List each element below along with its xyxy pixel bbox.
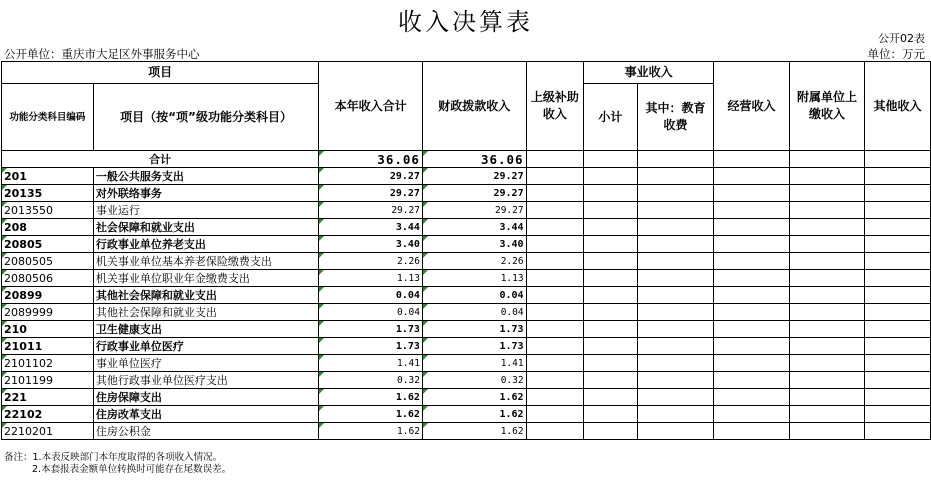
empty-cell [789,185,864,202]
empty-cell [526,185,583,202]
empty-cell [789,423,864,440]
empty-cell [714,423,790,440]
empty-cell [714,253,790,270]
row-code: 2013550 [2,202,94,219]
empty-cell [584,406,638,423]
empty-cell [637,372,713,389]
empty-cell [637,423,713,440]
empty-cell [584,389,638,406]
empty-cell [637,287,713,304]
header-fiscal: 财政拨款收入 [422,62,526,151]
empty-cell [526,270,583,287]
header-item: 项目 [2,62,319,84]
empty-cell [865,304,931,321]
row-total-income: 1.41 [319,355,423,372]
empty-cell [637,168,713,185]
row-name: 住房公积金 [93,423,318,440]
table-row [2,355,931,372]
row-code: 22102 [2,406,94,423]
row-code: 208 [2,219,94,236]
table-row [2,389,931,406]
row-name: 事业单位医疗 [93,355,318,372]
table-row [2,304,931,321]
table-row [2,321,931,338]
row-fiscal: 29.27 [422,202,526,219]
row-fiscal: 1.13 [422,270,526,287]
empty-cell [865,185,931,202]
empty-cell [714,219,790,236]
empty-cell [789,338,864,355]
row-fiscal: 3.40 [422,236,526,253]
org-label: 公开单位：重庆市大足区外事服务中心 [4,47,200,61]
table-row [2,219,931,236]
empty-cell [865,372,931,389]
row-fiscal: 0.32 [422,372,526,389]
empty-cell [584,168,638,185]
header-business-group: 事业收入 [584,62,714,84]
header-subtotal: 小计 [584,84,638,151]
empty-cell [526,406,583,423]
row-name: 其他行政事业单位医疗支出 [93,372,318,389]
header-item-name: 项目（按“项”级功能分类科目） [93,84,318,151]
row-fiscal: 1.62 [422,406,526,423]
note-2: 2.本套报表金额单位转换时可能存在尾数误差。 [32,464,232,475]
empty-cell [526,253,583,270]
empty-cell [865,355,931,372]
empty-cell [584,185,638,202]
table-row [2,372,931,389]
empty-cell [526,168,583,185]
row-total-income: 1.73 [319,338,423,355]
row-fiscal: 1.62 [422,423,526,440]
empty-cell [789,236,864,253]
empty-cell [584,219,638,236]
empty-cell [637,321,713,338]
empty-cell [637,355,713,372]
row-name: 对外联络事务 [93,185,318,202]
row-total-income: 1.73 [319,321,423,338]
empty-cell [526,372,583,389]
empty-cell [865,168,931,185]
empty-cell [714,185,790,202]
empty-cell [714,406,790,423]
empty-cell [714,236,790,253]
empty-cell [526,236,583,253]
row-fiscal: 3.44 [422,219,526,236]
notes [4,452,231,476]
empty-cell [714,372,790,389]
empty-cell [637,236,713,253]
note-1: 备注：1.本表反映部门本年度取得的各项收入情况。 [4,452,223,463]
empty-cell [865,270,931,287]
empty-cell [865,202,931,219]
row-total-income: 1.62 [319,389,423,406]
header-affiliated: 附属单位上缴收入 [789,62,864,151]
row-fiscal: 2.26 [422,253,526,270]
row-fiscal: 1.41 [422,355,526,372]
empty-cell [584,287,638,304]
empty-cell [865,423,931,440]
empty-cell [526,287,583,304]
empty-cell [865,406,931,423]
header-func-code: 功能分类科目编码 [2,84,94,151]
total-row [2,151,931,168]
empty-cell [789,321,864,338]
empty-cell [584,372,638,389]
empty-cell [637,185,713,202]
total-fiscal-value: 36.06 [422,151,526,168]
row-name: 一般公共服务支出 [93,168,318,185]
row-code: 20899 [2,287,94,304]
row-name: 行政事业单位养老支出 [93,236,318,253]
empty-cell [526,338,583,355]
empty-cell [637,338,713,355]
row-name: 其他社会保障和就业支出 [93,287,318,304]
empty-cell [714,202,790,219]
row-code: 210 [2,321,94,338]
empty-cell [584,236,638,253]
row-total-income: 29.27 [319,168,423,185]
row-name: 其他社会保障和就业支出 [93,304,318,321]
row-name: 社会保障和就业支出 [93,219,318,236]
header-of-which-edu: 其中：教育收费 [637,84,713,151]
row-name: 住房保障支出 [93,389,318,406]
empty-cell [789,287,864,304]
row-name: 机关事业单位职业年金缴费支出 [93,270,318,287]
empty-cell [865,236,931,253]
empty-cell [789,355,864,372]
total-label: 合计 [2,151,319,168]
empty-cell [584,253,638,270]
empty-cell [789,406,864,423]
table-row [2,270,931,287]
table-row [2,423,931,440]
page-title: 收入决算表 [398,8,533,36]
empty-cell [789,304,864,321]
empty-cell [584,202,638,219]
row-fiscal: 1.73 [422,321,526,338]
empty-cell [714,168,790,185]
row-fiscal: 1.73 [422,338,526,355]
empty-cell [637,304,713,321]
form-code: 公开02表 [878,32,925,45]
empty-cell [584,338,638,355]
row-code: 2080506 [2,270,94,287]
empty-cell [865,338,931,355]
empty-cell [789,372,864,389]
empty-cell [865,321,931,338]
empty-cell [526,423,583,440]
row-code: 20805 [2,236,94,253]
table-row [2,253,931,270]
empty-cell [526,355,583,372]
empty-cell [714,270,790,287]
empty-cell [714,321,790,338]
empty-cell [526,321,583,338]
table-row [2,202,931,219]
row-total-income: 3.44 [319,219,423,236]
row-name: 机关事业单位基本养老保险缴费支出 [93,253,318,270]
row-fiscal: 29.27 [422,168,526,185]
empty-cell [637,270,713,287]
row-total-income: 3.40 [319,236,423,253]
empty-cell [714,389,790,406]
row-code: 2101199 [2,372,94,389]
empty-cell [584,355,638,372]
empty-cell [789,168,864,185]
empty-cell [637,219,713,236]
empty-cell [789,389,864,406]
row-name: 住房改革支出 [93,406,318,423]
row-code: 2101102 [2,355,94,372]
empty-cell [865,287,931,304]
table-row [2,168,931,185]
row-name: 事业运行 [93,202,318,219]
table-row [2,338,931,355]
empty-cell [637,406,713,423]
empty-cell [637,253,713,270]
row-code: 2080505 [2,253,94,270]
row-code: 2089999 [2,304,94,321]
empty-cell [865,389,931,406]
empty-cell [789,202,864,219]
empty-cell [637,202,713,219]
total-income-value: 36.06 [319,151,423,168]
table-row [2,185,931,202]
header-total-income: 本年收入合计 [319,62,423,151]
row-total-income: 0.32 [319,372,423,389]
row-code: 201 [2,168,94,185]
row-code: 20135 [2,185,94,202]
row-total-income: 2.26 [319,253,423,270]
unit-label: 单位：万元 [867,47,925,61]
empty-cell [526,389,583,406]
empty-cell [714,355,790,372]
row-total-income: 0.04 [319,304,423,321]
empty-cell [865,219,931,236]
empty-cell [584,321,638,338]
empty-cell [714,338,790,355]
row-total-income: 1.13 [319,270,423,287]
empty-cell [789,253,864,270]
empty-cell [584,270,638,287]
row-fiscal: 29.27 [422,185,526,202]
row-total-income: 1.62 [319,423,423,440]
table-row [2,287,931,304]
row-fiscal: 0.04 [422,287,526,304]
row-total-income: 1.62 [319,406,423,423]
header-operating: 经营收入 [714,62,790,151]
header-other: 其他收入 [865,62,931,151]
income-table [1,61,931,440]
table-row [2,236,931,253]
empty-cell [526,219,583,236]
empty-cell [526,304,583,321]
empty-cell [865,253,931,270]
header-superior: 上级补助收入 [526,62,583,151]
row-code: 2210201 [2,423,94,440]
empty-cell [526,202,583,219]
empty-cell [789,270,864,287]
empty-cell [584,304,638,321]
empty-cell [714,287,790,304]
row-total-income: 29.27 [319,202,423,219]
row-code: 21011 [2,338,94,355]
table-row [2,406,931,423]
empty-cell [584,423,638,440]
row-fiscal: 0.04 [422,304,526,321]
row-name: 行政事业单位医疗 [93,338,318,355]
empty-cell [714,304,790,321]
row-total-income: 0.04 [319,287,423,304]
row-total-income: 29.27 [319,185,423,202]
empty-cell [637,389,713,406]
empty-cell [789,219,864,236]
row-code: 221 [2,389,94,406]
row-fiscal: 1.62 [422,389,526,406]
row-name: 卫生健康支出 [93,321,318,338]
